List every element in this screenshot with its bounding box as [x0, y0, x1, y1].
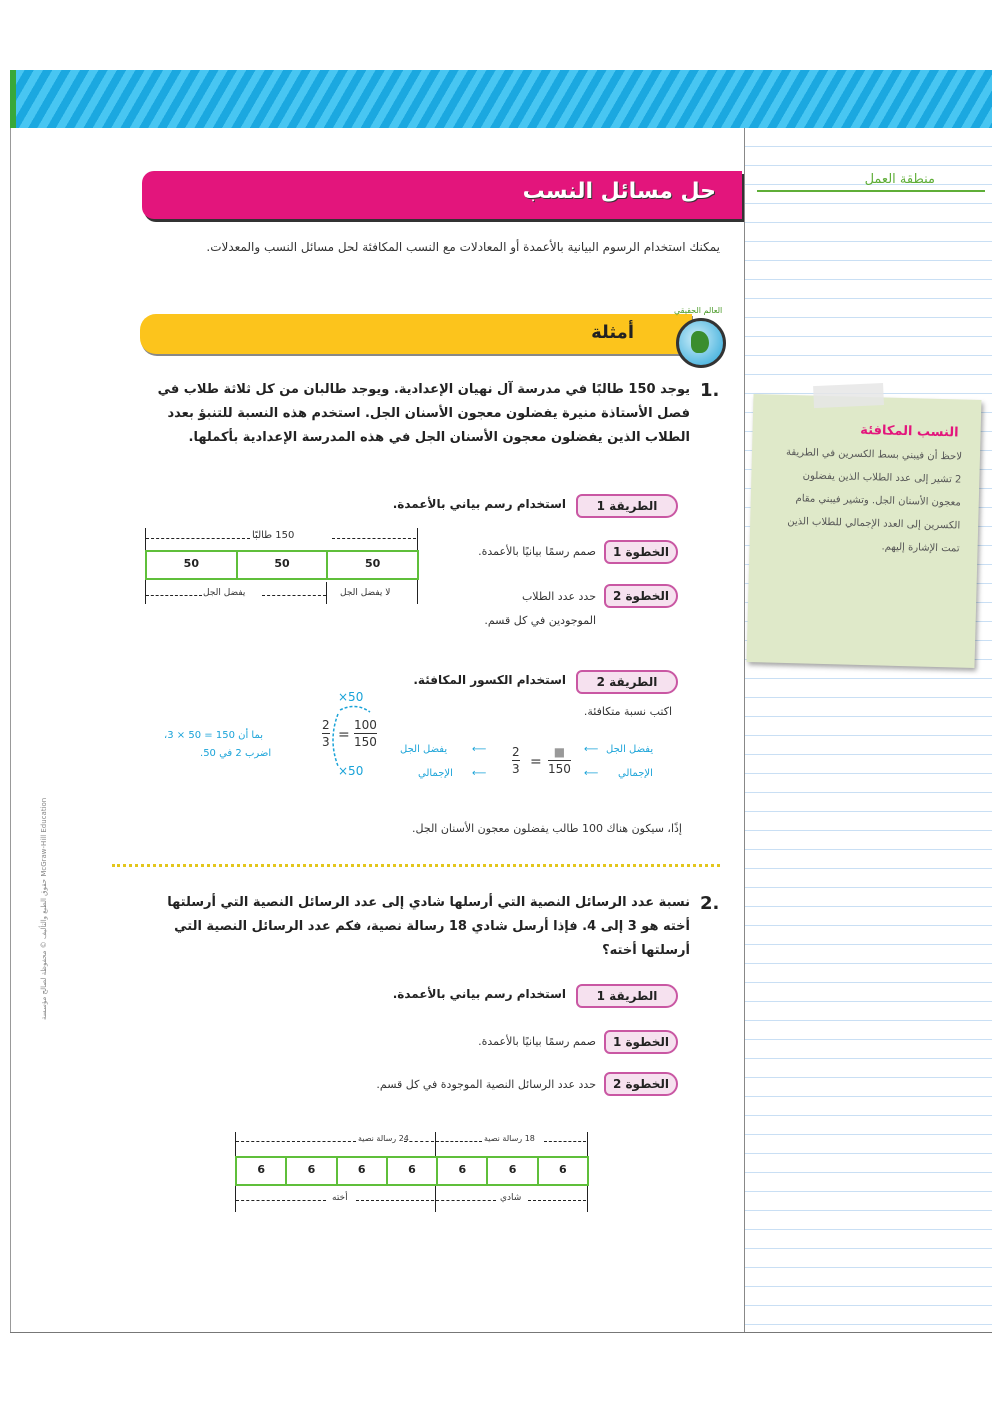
examples-label: أمثلة	[591, 322, 634, 343]
bar-cell: 6	[486, 1158, 536, 1184]
bar-cell: 6	[436, 1158, 486, 1184]
example1-step2-label: الخطوة 2	[604, 584, 678, 608]
example2-bar-top-right: 18 رسالة نصية	[484, 1134, 535, 1143]
example1-step1-text: صمم رسمًا بيانيًا بالأعمدة.	[478, 545, 596, 558]
top-decorative-band	[10, 70, 992, 128]
bar-cell: 6	[386, 1158, 436, 1184]
example2-problem: نسبة عدد الرسائل النصية التي أرسلها شادي إلى عدد الرسائل النصية التي أرسلتها أخته هو 3 إلى 4. فإذا أرسل شادي 18 رسالة نصية، فكم عدد الرسائل النصية التي أرسلتها أخته؟	[167, 895, 690, 958]
example1-step1-label: الخطوة 1	[604, 540, 678, 564]
title-banner	[142, 171, 742, 219]
bar-cell: 6	[257, 1163, 265, 1176]
bar-cell: 50	[326, 552, 417, 578]
example2-bar-top-left: 24 رسالة نصية	[358, 1134, 409, 1143]
explain-line1: بما أن 150 = 50 × 3،	[164, 730, 264, 741]
example1-step2-text1: حدد عدد الطلاب	[521, 590, 596, 603]
globe-tag: العالم الحقيقي	[674, 306, 723, 315]
mult-label-top: ×50	[338, 690, 364, 704]
intro-text: يمكنك استخدام الرسوم البيانية بالأعمدة أو المعادلات مع النسب المكافئة لحل مسائل النسب والمعدلات.	[206, 240, 720, 254]
mult-label-bottom: ×50	[338, 764, 364, 778]
example2-step2-text: حدد عدد الرسائل النصية الموجودة في كل قسم.	[376, 1078, 596, 1091]
example1-bar-total-label: 150 طالبًا	[252, 530, 295, 541]
example1-write-ratio: اكتب نسبة متكافئة.	[583, 705, 672, 718]
page-title: حل مسائل النسب	[522, 179, 716, 204]
example2-step1-text: صمم رسمًا بيانيًا بالأعمدة.	[478, 1035, 596, 1048]
section-divider	[112, 864, 720, 867]
example2-method1-text: استخدام رسم بياني بالأعمدة.	[392, 987, 566, 1001]
work-area-title: منطقة العمل	[864, 172, 935, 187]
example2-step2-label: الخطوة 2	[604, 1072, 678, 1096]
note-tape	[813, 383, 884, 408]
example1-bar-bottom-left: يفضل الجل	[203, 588, 246, 598]
work-area-underline	[757, 190, 985, 192]
label-total-right: الإجمالي	[618, 768, 653, 779]
example1-method2-label: الطريقة 2	[576, 670, 678, 694]
fraction-100-150: 100 150	[354, 718, 377, 749]
label-total-left: الإجمالي	[418, 768, 453, 779]
example1-method1-label: الطريقة 1	[576, 494, 678, 518]
label-prefers-left: يفضل الجل	[400, 744, 448, 755]
label-prefers-right: يفضل الجل	[606, 744, 654, 755]
work-area-column	[744, 128, 992, 1332]
example1-method2-text: استخدام الكسور المكافئة.	[413, 673, 566, 687]
example1-problem: يوجد 150 طالبًا في مدرسة آل نهيان الإعدادية. ويوجد طالبان من كل ثلاثة طلاب في فصل الأستاذة منيرة يفضلون معجون الأسنان الجل. استخدم هذه النسبة للتنبؤ بعدد الطلاب الذين يفضلون معجون الأسنان الجل في هذه المدرسة الإعدادية بأكملها.	[157, 382, 690, 445]
example2-step1-label: الخطوة 1	[604, 1030, 678, 1054]
example1-bar	[145, 550, 419, 580]
copyright-vertical: حقوق الطبع والتأليف © محفوظة لصالح مؤسسة McGraw-Hill Education	[40, 797, 48, 1020]
example2-bar	[235, 1156, 589, 1186]
globe-icon	[676, 318, 726, 368]
bar-cell: 50	[236, 552, 327, 578]
explain-line2: اضرب 2 في 50.	[200, 748, 272, 759]
bar-cell: 6	[537, 1158, 587, 1184]
fraction-2-3-b: 2 3	[512, 745, 520, 776]
example2-number: 2.	[700, 893, 720, 914]
example1-bar-bottom-right: لا يفضل الجل	[340, 588, 391, 598]
examples-banner	[140, 314, 692, 354]
example1-step2-text2: الموجودين في كل قسم.	[484, 614, 596, 627]
left-border	[10, 128, 11, 1332]
page	[10, 70, 992, 1333]
note-body: لاحظ أن فيبني بسط الكسرين في الطريقة 2 تشير إلى عدد الطلاب الذين يفضلون معجون الأسنان الجل. وتشير فيبني مقام الكسرين إلى العدد الإجمالي للطلاب الذين تمت الإشارة إليهم.	[785, 446, 963, 555]
note-title: النسب المكافئة	[860, 422, 959, 441]
bar-cell: 50	[183, 557, 199, 570]
fraction-unknown-150: ■ 150	[548, 745, 571, 776]
example2-bar-bottom-left: أخته	[332, 1193, 348, 1203]
example2-bar-bottom-right: شادي	[500, 1193, 522, 1203]
example2-method1-label: الطريقة 1	[576, 984, 678, 1008]
fraction-2-3: 2 3	[322, 718, 330, 749]
bar-cell: 6	[336, 1158, 386, 1184]
bar-cell: 6	[285, 1158, 335, 1184]
example1-method1-text: استخدام رسم بياني بالأعمدة.	[392, 497, 566, 511]
example1-number: 1.	[700, 380, 720, 401]
example1-conclusion: إذًا، سيكون هناك 100 طالب يفضلون معجون الأسنان الجل.	[412, 822, 682, 835]
sticky-note	[747, 394, 982, 668]
